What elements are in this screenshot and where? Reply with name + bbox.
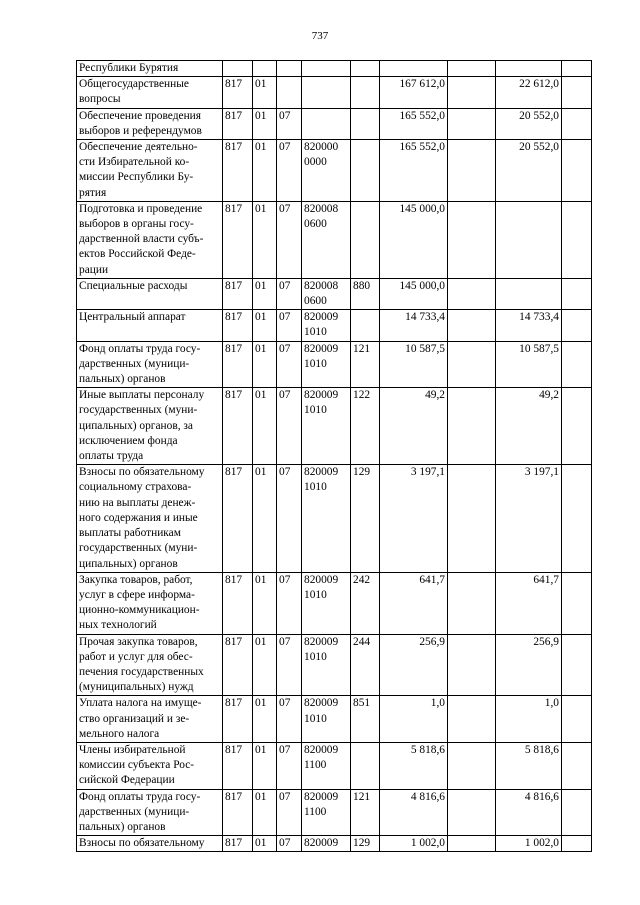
- section-code-cell: 01: [253, 341, 277, 388]
- ministry-code-cell: 817: [223, 789, 253, 836]
- amount-2-cell: [448, 61, 496, 77]
- section-code-cell: [253, 61, 277, 77]
- table-row: [77, 140, 592, 202]
- amount-2-cell: [448, 388, 496, 465]
- subsection-code-cell: 07: [277, 572, 302, 634]
- amount-cell: 5 818,6: [380, 742, 448, 789]
- amount-3-cell: 49,2: [496, 388, 562, 465]
- page-number: 737: [311, 30, 329, 42]
- amount-2-cell: [448, 572, 496, 634]
- section-code-cell: 01: [253, 278, 277, 309]
- amount-4-cell: [562, 388, 592, 465]
- amount-2-cell: [448, 836, 496, 852]
- ministry-code-cell: 817: [223, 341, 253, 388]
- ministry-code-cell: 817: [223, 572, 253, 634]
- amount-2-cell: [448, 77, 496, 108]
- amount-4-cell: [562, 696, 592, 743]
- expense-type-cell: 121: [351, 789, 380, 836]
- subsection-code-cell: 07: [277, 310, 302, 341]
- amount-2-cell: [448, 341, 496, 388]
- target-article-cell: 820008 0600: [302, 278, 351, 309]
- expense-type-cell: [351, 742, 380, 789]
- amount-3-cell: 10 587,5: [496, 341, 562, 388]
- subsection-code-cell: [277, 61, 302, 77]
- amount-4-cell: [562, 465, 592, 572]
- amount-4-cell: [562, 278, 592, 309]
- amount-cell: 165 552,0: [380, 108, 448, 139]
- ministry-code-cell: 817: [223, 836, 253, 852]
- amount-4-cell: [562, 341, 592, 388]
- expense-type-cell: 121: [351, 341, 380, 388]
- expense-type-cell: [351, 310, 380, 341]
- table-row: [77, 201, 592, 278]
- ministry-code-cell: 817: [223, 278, 253, 309]
- target-article-cell: [302, 61, 351, 77]
- amount-3-cell: 1 002,0: [496, 836, 562, 852]
- amount-cell: 145 000,0: [380, 201, 448, 278]
- subsection-code-cell: [277, 77, 302, 108]
- amount-cell: 641,7: [380, 572, 448, 634]
- amount-3-cell: 20 552,0: [496, 140, 562, 202]
- amount-3-cell: 22 612,0: [496, 77, 562, 108]
- ministry-code-cell: [223, 61, 253, 77]
- amount-cell: [380, 61, 448, 77]
- subsection-code-cell: 07: [277, 108, 302, 139]
- amount-2-cell: [448, 634, 496, 696]
- item-name-cell: Республики Бурятия: [77, 61, 223, 77]
- section-code-cell: 01: [253, 696, 277, 743]
- table-row: [77, 572, 592, 634]
- section-code-cell: 01: [253, 572, 277, 634]
- table-row: [77, 388, 592, 465]
- item-name-cell: Центральный аппарат: [77, 310, 223, 341]
- expense-type-cell: [351, 108, 380, 139]
- amount-4-cell: [562, 61, 592, 77]
- table-row: [77, 836, 592, 852]
- item-name-cell: Взносы по обязательному социальному страхова- нию на выплаты денеж- ного содержания и иные выплаты работникам государственных (муни- ципальных) органов: [77, 465, 223, 572]
- budget-table: [76, 60, 592, 852]
- subsection-code-cell: 07: [277, 465, 302, 572]
- expense-type-cell: 122: [351, 388, 380, 465]
- item-name-cell: Закупка товаров, работ, услуг в сфере информа- ционно-коммуникацион- ных технологий: [77, 572, 223, 634]
- item-name-cell: Специальные расходы: [77, 278, 223, 309]
- subsection-code-cell: 07: [277, 789, 302, 836]
- subsection-code-cell: 07: [277, 742, 302, 789]
- expense-type-cell: [351, 61, 380, 77]
- table-row: [77, 742, 592, 789]
- ministry-code-cell: 817: [223, 634, 253, 696]
- amount-cell: 3 197,1: [380, 465, 448, 572]
- amount-cell: 145 000,0: [380, 278, 448, 309]
- table-row: [77, 634, 592, 696]
- section-code-cell: 01: [253, 836, 277, 852]
- item-name-cell: Иные выплаты персоналу государственных (муни- ципальных) органов, за исключением фонда оплаты труда: [77, 388, 223, 465]
- target-article-cell: 820009 1010: [302, 572, 351, 634]
- amount-2-cell: [448, 108, 496, 139]
- target-article-cell: 820009 1100: [302, 789, 351, 836]
- expense-type-cell: 880: [351, 278, 380, 309]
- section-code-cell: 01: [253, 789, 277, 836]
- amount-4-cell: [562, 140, 592, 202]
- target-article-cell: 820009 1010: [302, 341, 351, 388]
- target-article-cell: 820009 1010: [302, 310, 351, 341]
- section-code-cell: 01: [253, 742, 277, 789]
- section-code-cell: 01: [253, 108, 277, 139]
- amount-3-cell: 5 818,6: [496, 742, 562, 789]
- amount-cell: 167 612,0: [380, 77, 448, 108]
- budget-table-body: [77, 61, 592, 852]
- target-article-cell: 820009: [302, 836, 351, 852]
- amount-cell: 1 002,0: [380, 836, 448, 852]
- table-row: [77, 465, 592, 572]
- section-code-cell: 01: [253, 310, 277, 341]
- amount-4-cell: [562, 789, 592, 836]
- amount-cell: 49,2: [380, 388, 448, 465]
- ministry-code-cell: 817: [223, 108, 253, 139]
- amount-3-cell: [496, 61, 562, 77]
- amount-4-cell: [562, 836, 592, 852]
- item-name-cell: Подготовка и проведение выборов в органы госу- дарственной власти субъ- ектов Российской Феде- рации: [77, 201, 223, 278]
- item-name-cell: Члены избирательной комиссии субъекта Рос- сийской Федерации: [77, 742, 223, 789]
- item-name-cell: Фонд оплаты труда госу- дарственных (муници- пальных) органов: [77, 341, 223, 388]
- subsection-code-cell: 07: [277, 836, 302, 852]
- table-row: [77, 108, 592, 139]
- amount-3-cell: 20 552,0: [496, 108, 562, 139]
- target-article-cell: 820009 1010: [302, 634, 351, 696]
- ministry-code-cell: 817: [223, 465, 253, 572]
- subsection-code-cell: 07: [277, 140, 302, 202]
- amount-2-cell: [448, 278, 496, 309]
- item-name-cell: Взносы по обязательному: [77, 836, 223, 852]
- amount-3-cell: 256,9: [496, 634, 562, 696]
- amount-4-cell: [562, 310, 592, 341]
- ministry-code-cell: 817: [223, 140, 253, 202]
- section-code-cell: 01: [253, 465, 277, 572]
- target-article-cell: [302, 77, 351, 108]
- amount-3-cell: 641,7: [496, 572, 562, 634]
- amount-3-cell: 4 816,6: [496, 789, 562, 836]
- amount-2-cell: [448, 742, 496, 789]
- amount-3-cell: 3 197,1: [496, 465, 562, 572]
- ministry-code-cell: 817: [223, 696, 253, 743]
- ministry-code-cell: 817: [223, 201, 253, 278]
- amount-4-cell: [562, 634, 592, 696]
- amount-2-cell: [448, 140, 496, 202]
- amount-2-cell: [448, 310, 496, 341]
- target-article-cell: 820009 1100: [302, 742, 351, 789]
- target-article-cell: 820009 1010: [302, 465, 351, 572]
- ministry-code-cell: 817: [223, 742, 253, 789]
- item-name-cell: Фонд оплаты труда госу- дарственных (муници- пальных) органов: [77, 789, 223, 836]
- amount-2-cell: [448, 696, 496, 743]
- amount-cell: 14 733,4: [380, 310, 448, 341]
- amount-cell: 256,9: [380, 634, 448, 696]
- table-row: [77, 696, 592, 743]
- table-row: [77, 789, 592, 836]
- section-code-cell: 01: [253, 140, 277, 202]
- expense-type-cell: 242: [351, 572, 380, 634]
- amount-4-cell: [562, 108, 592, 139]
- subsection-code-cell: 07: [277, 388, 302, 465]
- item-name-cell: Обеспечение деятельно- сти Избирательной ко- миссии Республики Бу- рятия: [77, 140, 223, 202]
- amount-2-cell: [448, 465, 496, 572]
- item-name-cell: Уплата налога на имуще- ство организаций и зе- мельного налога: [77, 696, 223, 743]
- expense-type-cell: [351, 77, 380, 108]
- item-name-cell: Обеспечение проведения выборов и референдумов: [77, 108, 223, 139]
- amount-4-cell: [562, 201, 592, 278]
- amount-3-cell: 14 733,4: [496, 310, 562, 341]
- target-article-cell: 820000 0000: [302, 140, 351, 202]
- ministry-code-cell: 817: [223, 388, 253, 465]
- expense-type-cell: 129: [351, 465, 380, 572]
- amount-4-cell: [562, 572, 592, 634]
- target-article-cell: 820008 0600: [302, 201, 351, 278]
- section-code-cell: 01: [253, 77, 277, 108]
- table-row: [77, 310, 592, 341]
- section-code-cell: 01: [253, 388, 277, 465]
- table-row: [77, 61, 592, 77]
- target-article-cell: [302, 108, 351, 139]
- target-article-cell: 820009 1010: [302, 388, 351, 465]
- expense-type-cell: 244: [351, 634, 380, 696]
- subsection-code-cell: 07: [277, 278, 302, 309]
- target-article-cell: 820009 1010: [302, 696, 351, 743]
- subsection-code-cell: 07: [277, 201, 302, 278]
- item-name-cell: Общегосударственные вопросы: [77, 77, 223, 108]
- expense-type-cell: [351, 201, 380, 278]
- expense-type-cell: [351, 140, 380, 202]
- section-code-cell: 01: [253, 201, 277, 278]
- amount-cell: 1,0: [380, 696, 448, 743]
- amount-4-cell: [562, 742, 592, 789]
- amount-cell: 10 587,5: [380, 341, 448, 388]
- amount-3-cell: [496, 278, 562, 309]
- table-row: [77, 278, 592, 309]
- subsection-code-cell: 07: [277, 696, 302, 743]
- amount-2-cell: [448, 789, 496, 836]
- table-row: [77, 341, 592, 388]
- amount-4-cell: [562, 77, 592, 108]
- amount-2-cell: [448, 201, 496, 278]
- section-code-cell: 01: [253, 634, 277, 696]
- amount-3-cell: 1,0: [496, 696, 562, 743]
- amount-cell: 4 816,6: [380, 789, 448, 836]
- subsection-code-cell: 07: [277, 634, 302, 696]
- amount-3-cell: [496, 201, 562, 278]
- ministry-code-cell: 817: [223, 310, 253, 341]
- expense-type-cell: 851: [351, 696, 380, 743]
- subsection-code-cell: 07: [277, 341, 302, 388]
- table-row: [77, 77, 592, 108]
- expense-type-cell: 129: [351, 836, 380, 852]
- item-name-cell: Прочая закупка товаров, работ и услуг для обес- печения государственных (муниципальных) нужд: [77, 634, 223, 696]
- ministry-code-cell: 817: [223, 77, 253, 108]
- amount-cell: 165 552,0: [380, 140, 448, 202]
